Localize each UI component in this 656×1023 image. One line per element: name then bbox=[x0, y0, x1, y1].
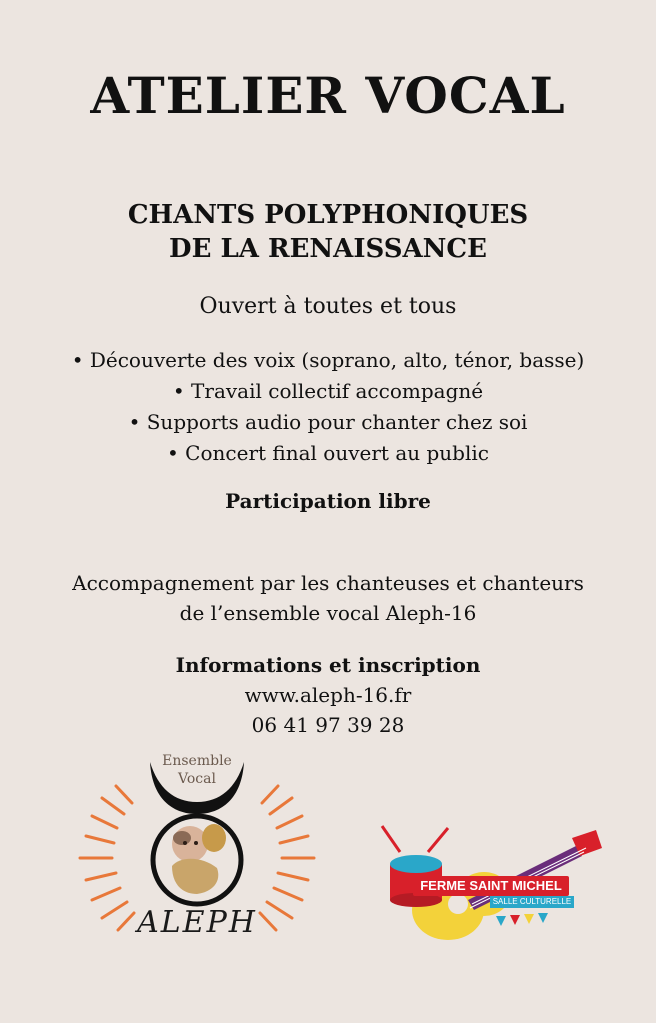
aleph-line-1: Ensemble bbox=[162, 753, 232, 769]
aleph-name: ALEPH bbox=[137, 905, 257, 940]
participation-text: Participation libre bbox=[225, 489, 431, 513]
ferme-name: FERME SAINT MICHEL bbox=[413, 876, 569, 896]
bullet-item: • Supports audio pour chanter chez soi bbox=[128, 410, 528, 434]
subtitle-line-2: DE LA RENAISSANCE bbox=[169, 234, 487, 264]
subtitle-line-1: CHANTS POLYPHONIQUES bbox=[127, 200, 529, 230]
info-heading: Informations et inscription bbox=[175, 653, 481, 677]
contact-info bbox=[0, 680, 656, 740]
aleph-line-2: Vocal bbox=[178, 771, 216, 787]
accompaniment-line-2: de l’ensemble vocal Aleph-16 bbox=[179, 601, 477, 625]
ferme-subtitle: SALLE CULTURELLE bbox=[490, 896, 574, 908]
open-to-text: Ouvert à toutes et tous bbox=[199, 294, 457, 319]
accompaniment-text bbox=[0, 568, 656, 628]
accompaniment-line-1: Accompagnement par les chanteuses et chanteurs bbox=[72, 571, 584, 595]
bullet-item: • Découverte des voix (soprano, alto, ténor, basse) bbox=[71, 348, 585, 372]
bullet-item: • Travail collectif accompagné bbox=[172, 379, 484, 403]
bullet-item: • Concert final ouvert au public bbox=[167, 441, 489, 465]
aleph-ensemble-label bbox=[132, 752, 262, 788]
poster-title: ATELIER VOCAL bbox=[90, 66, 566, 125]
cherub-icon bbox=[172, 824, 226, 894]
poster-subtitle bbox=[0, 198, 656, 266]
website-link[interactable]: www.aleph-16.fr bbox=[244, 683, 412, 707]
phone-number: 06 41 97 39 28 bbox=[251, 713, 405, 737]
bullet-list bbox=[0, 345, 656, 469]
pennant-flags-icon bbox=[496, 913, 548, 926]
